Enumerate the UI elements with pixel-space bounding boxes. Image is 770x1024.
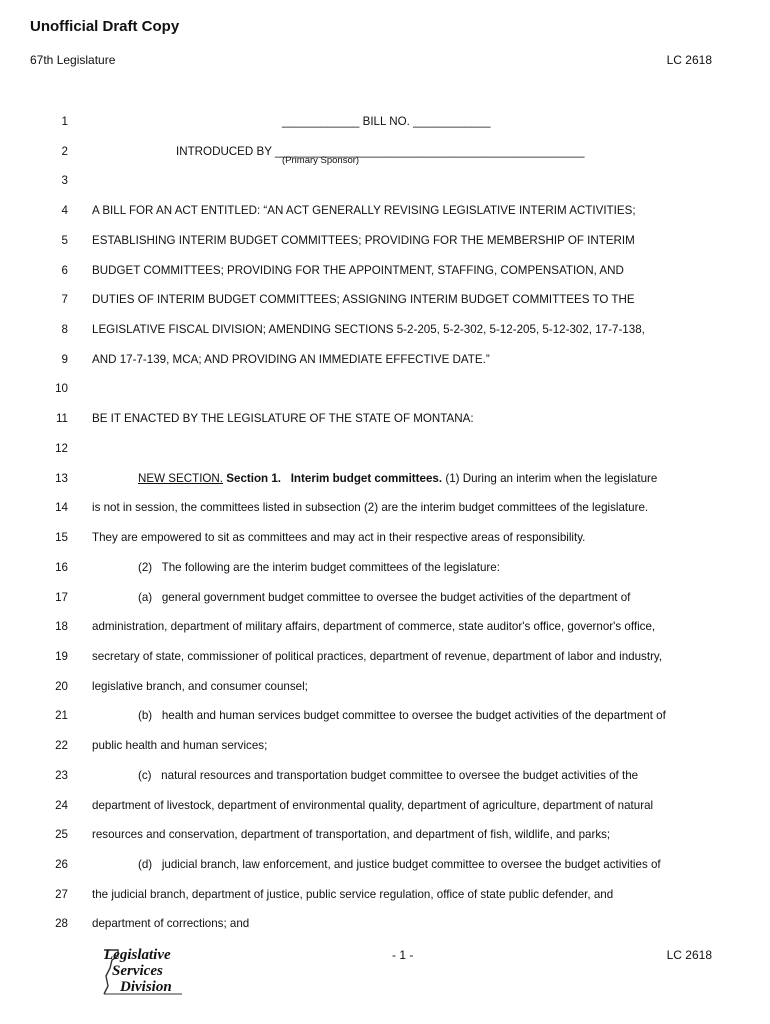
section-title: Interim budget committees. <box>290 471 443 485</box>
line-text: (a) general government budget committee to oversee the budget activities of the department of <box>138 590 631 604</box>
bill-line <box>0 320 770 340</box>
line-text: LEGISLATIVE FISCAL DIVISION; AMENDING SECTIONS 5-2-205, 5-2-302, 5-12-205, 5-12-302, 17-7-138, <box>92 323 645 337</box>
line-text: (c) natural resources and transportation budget committee to oversee the budget activities of the <box>138 768 639 782</box>
line-number: 9 <box>61 352 68 366</box>
introduced-by-field: INTRODUCED BY ________________________________________________ <box>176 144 585 158</box>
line-number: 28 <box>55 917 68 931</box>
bill-line <box>0 617 770 637</box>
bill-line <box>0 171 770 191</box>
line-number: 11 <box>55 412 68 426</box>
line-number: 26 <box>55 858 68 871</box>
line-number: 27 <box>55 887 68 901</box>
bill-line <box>0 201 770 221</box>
line-text: public health and human services; <box>92 739 268 753</box>
line-text: department of livestock, department of environmental quality, department of agriculture, department of natural <box>92 798 654 812</box>
line-text: administration, department of military affairs, department of commerce, state auditor's office, governor's office, <box>92 620 656 634</box>
line-text: legislative branch, and consumer counsel; <box>92 679 308 693</box>
draft-title: Unofficial Draft Copy <box>30 18 180 35</box>
line-text: BE IT ENACTED BY THE LEGISLATURE OF THE STATE OF MONTANA: <box>92 412 474 426</box>
bill-line <box>0 469 770 489</box>
bill-line <box>0 647 770 667</box>
bill-line <box>0 261 770 281</box>
line-text: They are empowered to sit as committees and may act in their respective areas of responsibility. <box>92 531 586 545</box>
bill-line <box>0 290 770 310</box>
bill-line <box>0 766 770 786</box>
logo-line-3: Division <box>120 979 172 995</box>
line-text: resources and conservation, department of transportation, and department of fish, wildlife, and parks; <box>92 828 611 842</box>
logo-line-2: Services <box>112 963 163 979</box>
line-text: A BILL FOR AN ACT ENTITLED: “AN ACT GENERALLY REVISING LEGISLATIVE INTERIM ACTIVITIES; <box>92 204 636 218</box>
bill-line <box>0 350 770 370</box>
bill-line <box>0 498 770 518</box>
lc-number-footer: LC 2618 <box>666 948 712 962</box>
line-number: 25 <box>55 828 68 842</box>
line-number: 13 <box>55 471 68 485</box>
line-text: the judicial branch, department of justice, public service regulation, office of state public defender, and <box>92 887 614 901</box>
bill-line <box>0 796 770 816</box>
section-text: (1) During an interim when the legislature <box>445 471 658 485</box>
bill-line <box>0 528 770 548</box>
bill-line <box>0 558 770 578</box>
bill-line <box>0 142 770 162</box>
bill-line <box>0 588 770 608</box>
bill-line <box>0 706 770 726</box>
line-number: 15 <box>55 531 68 545</box>
line-number: 22 <box>55 739 68 753</box>
line-number: 1 <box>61 115 68 128</box>
line-number: 3 <box>61 174 68 188</box>
bill-line <box>0 379 770 399</box>
section-heading-line <box>138 469 657 489</box>
line-text: secretary of state, commissioner of political practices, department of revenue, department of labor and industry, <box>92 649 663 663</box>
bill-line <box>0 231 770 251</box>
line-text: is not in session, the committees listed in subsection (2) are the interim budget committees of the legislature. <box>92 501 649 515</box>
primary-sponsor-label: (Primary Sponsor) <box>282 155 360 166</box>
line-number: 2 <box>61 144 68 158</box>
line-number: 14 <box>55 501 68 515</box>
bill-line <box>0 736 770 756</box>
page-number: - 1 - <box>392 948 414 962</box>
line-number: 4 <box>61 204 68 218</box>
line-number: 12 <box>55 441 68 455</box>
line-number: 20 <box>55 679 68 693</box>
line-number: 24 <box>55 798 68 812</box>
logo <box>98 946 188 998</box>
bill-number-field: ____________ BILL NO. ____________ <box>282 115 491 128</box>
line-number: 23 <box>55 768 68 782</box>
legislature-label: 67th Legislature <box>30 53 116 67</box>
bill-line <box>0 439 770 459</box>
line-number: 18 <box>55 620 68 634</box>
line-number: 8 <box>61 323 68 337</box>
line-text: ESTABLISHING INTERIM BUDGET COMMITTEES; PROVIDING FOR THE MEMBERSHIP OF INTERIM <box>92 233 635 247</box>
bill-line <box>0 677 770 697</box>
line-number: 6 <box>61 263 68 277</box>
line-number: 5 <box>61 233 68 247</box>
line-text: department of corrections; and <box>92 917 250 931</box>
logo-line-1: Legislative <box>104 947 171 963</box>
bill-line <box>0 825 770 845</box>
new-section-label: NEW SECTION. <box>138 471 224 485</box>
section-number: Section 1. <box>226 471 282 485</box>
line-number: 17 <box>55 590 68 604</box>
bill-line <box>0 409 770 429</box>
lc-number-header: LC 2618 <box>666 53 712 67</box>
line-number: 10 <box>55 382 68 396</box>
line-text: BUDGET COMMITTEES; PROVIDING FOR THE APPOINTMENT, STAFFING, COMPENSATION, AND <box>92 263 624 277</box>
line-number: 16 <box>55 560 68 574</box>
line-text: (2) The following are the interim budget committees of the legislature: <box>138 560 500 574</box>
line-number: 21 <box>55 709 68 723</box>
line-number: 7 <box>61 293 68 307</box>
line-text: (b) health and human services budget committee to oversee the budget activities of the department of <box>138 709 666 723</box>
bill-line <box>0 112 770 132</box>
bill-line <box>0 885 770 905</box>
bill-line <box>0 914 770 934</box>
line-text: DUTIES OF INTERIM BUDGET COMMITTEES; ASSIGNING INTERIM BUDGET COMMITTEES TO THE <box>92 293 635 307</box>
bill-line <box>0 855 770 875</box>
line-text: AND 17-7-139, MCA; AND PROVIDING AN IMMEDIATE EFFECTIVE DATE.” <box>92 352 490 366</box>
line-text: (d) judicial branch, law enforcement, and justice budget committee to oversee the budget activities of <box>138 858 661 871</box>
line-number: 19 <box>55 649 68 663</box>
